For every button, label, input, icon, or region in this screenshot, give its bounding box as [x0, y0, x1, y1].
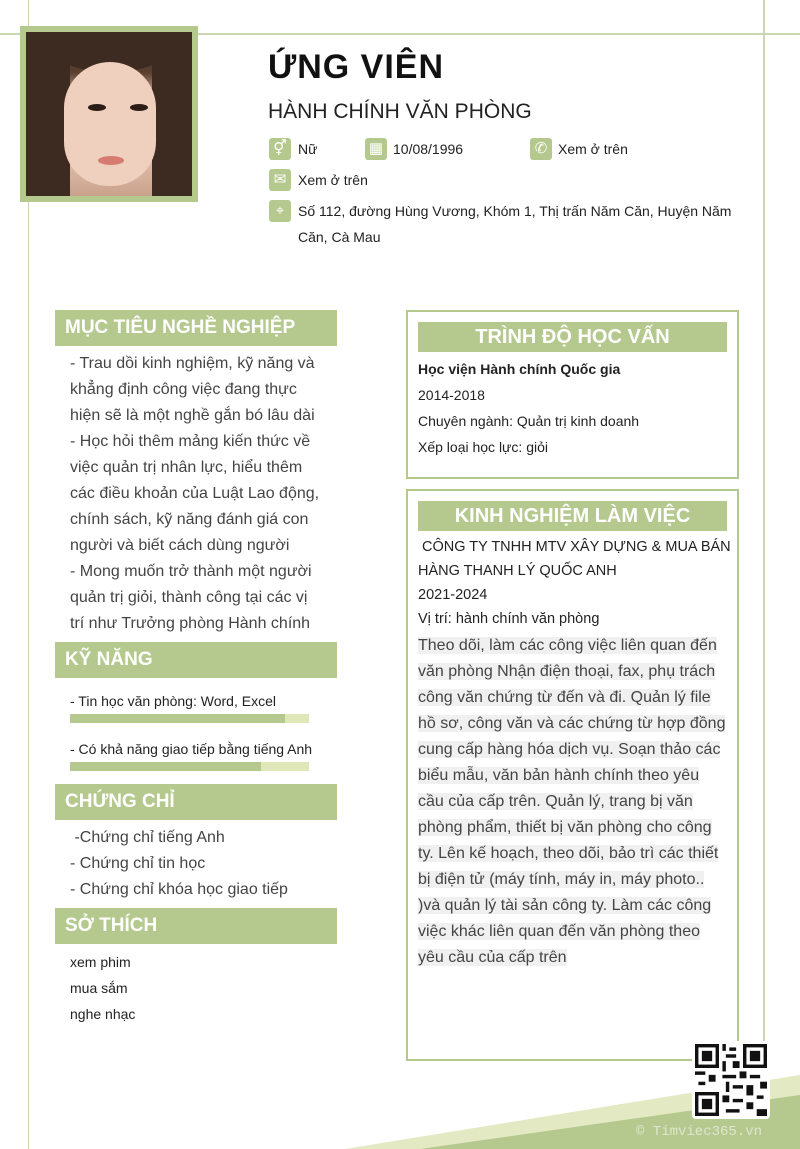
hobby-item: nghe nhạc [70, 1006, 136, 1022]
objective-line: các điều khoản của Luật Lao động, [70, 485, 320, 502]
objective-line: hiện sẽ là một nghề gắn bó lâu dài [70, 407, 315, 424]
objective-title: MỤC TIÊU NGHỀ NGHIỆP [55, 310, 337, 346]
candidate-name: ỨNG VIÊN [268, 48, 445, 86]
experience-line: )và quản lý tài sản công ty. Làm các công [418, 897, 712, 914]
objective-line: - Học hỏi thêm mảng kiến thức về [70, 433, 311, 450]
certificates-title: CHỨNG CHỈ [55, 784, 337, 820]
experience-line: cung cấp hàng hóa dịch vụ. Soạn thảo các [418, 741, 721, 758]
experience-years: 2021-2024 [418, 587, 488, 603]
experience-line: bị điện tử (máy tính, máy in, máy photo.. [418, 871, 705, 888]
experience-line: biểu mẫu, văn bản hành chính theo yêu [418, 767, 700, 784]
gender-value: Nữ [298, 141, 318, 157]
candidate-role: HÀNH CHÍNH VĂN PHÒNG [268, 100, 532, 123]
company-name-cont: HÀNG THANH LÝ QUỐC ANH [418, 563, 617, 579]
experience-line: hồ sơ, công văn và các chứng từ hợp đồng [418, 715, 726, 732]
experience-line: ty. Lên kế hoạch, theo dõi, bảo trì các thiết [418, 845, 719, 862]
certificate-item: -Chứng chỉ tiếng Anh [70, 829, 225, 846]
company-name: CÔNG TY TNHH MTV XÂY DỰNG & MUA BÁN [418, 539, 731, 555]
skill-label: - Có khả năng giao tiếp bằng tiếng Anh [70, 741, 313, 757]
objective-line: chính sách, kỹ năng đánh giá con [70, 511, 309, 528]
education-title: TRÌNH ĐỘ HỌC VẤN [418, 322, 727, 352]
experience-title: KINH NGHIỆM LÀM VIỆC [418, 501, 727, 531]
hobby-item: xem phim [70, 954, 131, 970]
objective-line: trí như Trưởng phòng Hành chính [70, 615, 311, 632]
calendar-icon: ▦ [365, 138, 387, 160]
education-school: Học viện Hành chính Quốc gia [418, 361, 621, 377]
phone-icon: ✆ [530, 138, 552, 160]
dob-value: 10/08/1996 [393, 141, 464, 157]
gender-icon: ⚥ [269, 138, 291, 160]
experience-line: Theo dõi, làm các công việc liên quan đến [418, 637, 717, 654]
objective-line: việc quản trị nhân lực, hiểu thêm [70, 459, 303, 476]
education-major: Chuyên ngành: Quản trị kinh doanh [418, 413, 640, 429]
location-icon: ⌖ [269, 200, 291, 222]
education-years: 2014-2018 [418, 387, 485, 403]
qr-code-icon [692, 1041, 770, 1119]
email-value: Xem ở trên [298, 172, 368, 188]
objective-line: - Mong muốn trở thành một người [70, 563, 312, 580]
hobbies-title: SỞ THÍCH [55, 908, 337, 944]
mail-icon: ✉ [269, 169, 291, 191]
objective-line: quản trị giỏi, thành công tại các vị [70, 589, 308, 606]
experience-line: yêu cầu của cấp trên [418, 949, 567, 966]
watermark: © Timviec365.vn [636, 1124, 763, 1140]
phone-value: Xem ở trên [558, 141, 628, 157]
experience-line: văn phòng Nhận điện thoại, fax, phụ trách [418, 663, 716, 680]
experience-line: phòng phẩm, thiết bị văn phòng cho công [418, 819, 712, 836]
address-line-1: Số 112, đường Hùng Vương, Khóm 1, Thị trấn Năm Căn, Huyện Năm [298, 203, 732, 219]
skills-title: KỸ NĂNG [55, 642, 337, 678]
experience-line: công văn chứng từ đến và đi. Quản lý file [418, 689, 711, 706]
certificate-item: - Chứng chỉ khóa học giao tiếp [70, 881, 288, 898]
experience-line: cầu của cấp trên. Quản lý, trang bị văn [418, 793, 693, 810]
skill-label: - Tin học văn phòng: Word, Excel [70, 693, 276, 709]
education-grade: Xếp loại học lực: giỏi [418, 439, 548, 455]
certificate-item: - Chứng chỉ tin học [70, 855, 206, 872]
experience-line: việc khác liên quan đến văn phòng theo [418, 923, 700, 940]
address-line-2: Căn, Cà Mau [298, 229, 381, 245]
hobby-item: mua sắm [70, 980, 128, 996]
objective-line: - Trau dồi kinh nghiệm, kỹ năng và [70, 355, 315, 372]
objective-line: người và biết cách dùng người [70, 537, 290, 554]
experience-position: Vị trí: hành chính văn phòng [418, 611, 600, 627]
objective-line: khẳng định công việc đang thực [70, 381, 297, 398]
